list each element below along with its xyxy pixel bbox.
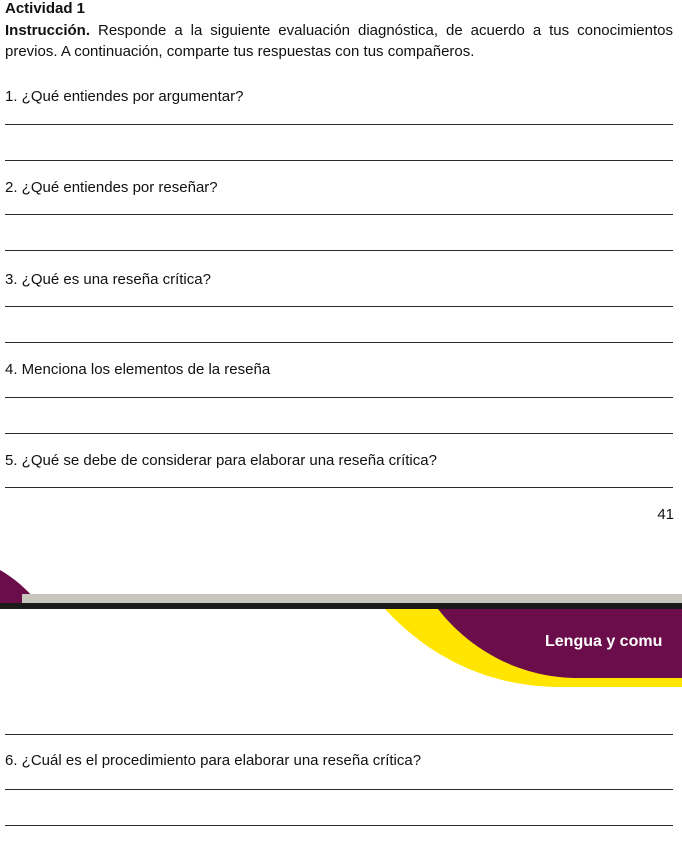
answer-line[interactable] — [5, 342, 673, 343]
banner-title: Lengua y comu — [545, 633, 663, 650]
answer-line[interactable] — [5, 397, 673, 398]
instruction-text: Responde a la siguiente evaluación diagnóstica, de acuerdo a tus conocimientos previos. A continuación, comparte tus respuestas con tus compañeros. — [5, 22, 673, 60]
instruction-paragraph — [5, 20, 673, 62]
question-6: 6. ¿Cuál es el procedimiento para elaborar una reseña crítica? — [5, 752, 422, 769]
question-4: 4. Menciona los elementos de la reseña — [5, 361, 271, 378]
answer-line[interactable] — [5, 160, 673, 161]
book-banner — [0, 560, 682, 695]
answer-line[interactable] — [5, 487, 673, 488]
answer-line[interactable] — [5, 250, 673, 251]
answer-line[interactable] — [5, 825, 673, 826]
answer-line[interactable] — [5, 734, 673, 735]
answer-line[interactable] — [5, 214, 673, 215]
answer-line[interactable] — [5, 433, 673, 434]
instruction-label: Instrucción. — [5, 22, 91, 39]
answer-line[interactable] — [5, 124, 673, 125]
activity-title: Actividad 1 — [5, 0, 86, 17]
banner-gray-stripe — [22, 594, 682, 603]
question-2: 2. ¿Qué entiendes por reseñar? — [5, 179, 218, 196]
page-number: 41 — [657, 506, 674, 523]
answer-line[interactable] — [5, 306, 673, 307]
question-1: 1. ¿Qué entiendes por argumentar? — [5, 88, 244, 105]
answer-line[interactable] — [5, 789, 673, 790]
banner-black-stripe — [0, 603, 682, 609]
question-3: 3. ¿Qué es una reseña crítica? — [5, 271, 211, 288]
question-5: 5. ¿Qué se debe de considerar para elaborar una reseña crítica? — [5, 452, 437, 469]
